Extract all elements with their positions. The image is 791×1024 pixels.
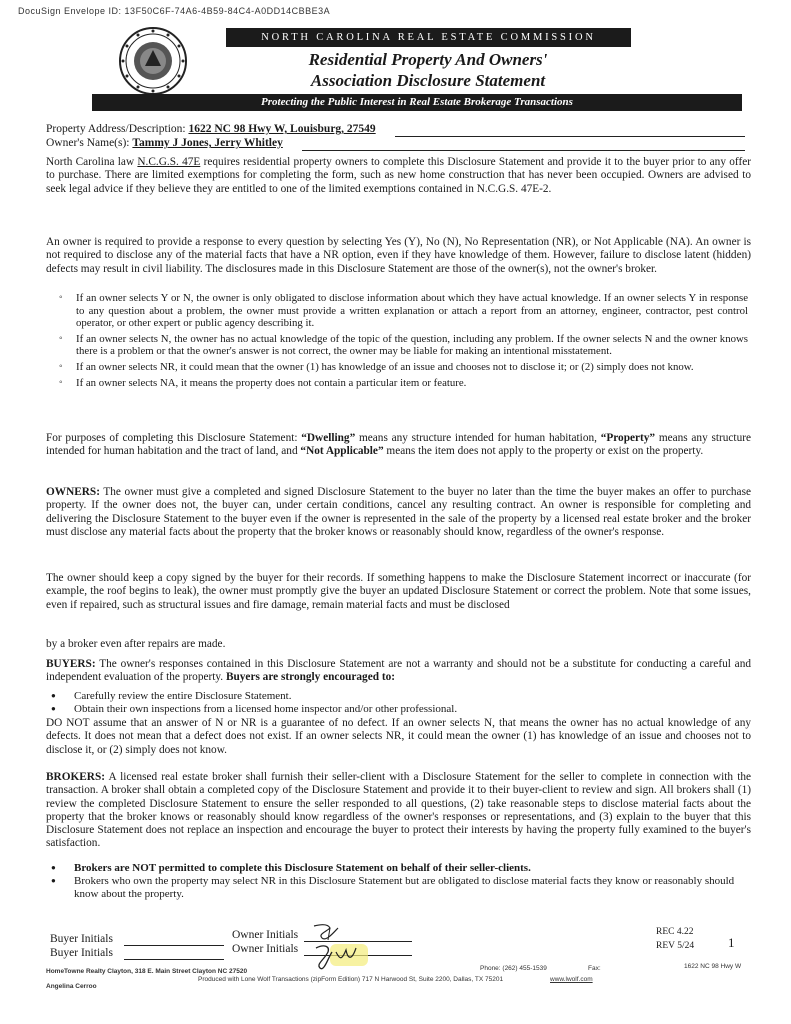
- brokers-heading: BROKERS:: [46, 771, 106, 783]
- intro-paragraph: North Carolina law N.C.G.S. 47E requires residential property owners to complete this Disclosure Statement and provide it to the buyer prior to any offer to purchase. There are limited exemptions for completing the form, such as new home construction that has never been occupied. Owners are advised to seek legal advice if they believe they are entitled to one of the limited exemptions contained in N.C.G.S. 47E-2.: [46, 156, 751, 195]
- buyer-initials-label: Buyer Initials: [50, 933, 113, 945]
- definitions-paragraph: For purposes of completing this Disclosure Statement: “Dwelling” means any structure intended for human habitation, “Property” means any structure intended for human habitation and the tract of land, and “Not Applicable” means the item does not apply to the property or exist on the property.: [46, 432, 751, 458]
- owner-initials-signature-icon: [308, 940, 378, 974]
- tagline-banner: Protecting the Public Interest in Real Estate Brokerage Transactions: [92, 94, 742, 111]
- buyer-actions-list: [64, 690, 750, 716]
- agent-name: Angelina Cerroo: [46, 983, 97, 990]
- buyer-initials-field[interactable]: [124, 959, 224, 960]
- broker-rules-list: [64, 862, 750, 900]
- list-item: ◦ If an owner selects N, the owner has no actual knowledge of the topic of the question, including any problem. If the owner selects N and the owner knows there is a problem or that the owner's answer is not correct, the owner may be liable for making an intentional misstatement.: [76, 333, 748, 358]
- form-revision-date: REV 5/24: [656, 941, 695, 951]
- envelope-id: DocuSign Envelope ID: 13F50C6F-74A6-4B59-84C4-A0DD14CBBE3A: [18, 6, 331, 16]
- broker-phone: Phone: (262) 455-1539: [480, 965, 547, 972]
- owner-names-value: Tammy J Jones, Jerry Whitley: [132, 137, 283, 149]
- buyers-encouraged: Buyers are strongly encouraged to:: [225, 671, 395, 684]
- producer-info: Produced with Lone Wolf Transactions (zipForm Edition) 717 N Harwood St, Suite 2200, Dallas, TX 75201: [198, 976, 504, 983]
- owners-paragraph: OWNERS: The owner must give a completed and signed Disclosure Statement to the buyer no later than the time the buyer makes an offer to purchase property. If the owner does not, the buyer can, under certain conditions, cancel any resulting contract. An owner is responsible for completing and delivering the Disclosure Statement to the buyer even if the owner is represented in the sale of the property by a licensed real estate broker and the broker must disclose any material facts about the property that the broker knows or reasonably should know, regardless of the owner's response.: [46, 486, 751, 538]
- owner-initials-label: Owner Initials: [232, 943, 299, 955]
- buyers-warning-paragraph: DO NOT assume that an answer of N or NR is a guarantee of no defect. If an owner selects N, that means the owner has no actual knowledge of any defects. It does not mean that a defect does not exist. If an owner selects NR, it could mean the owner (1) has knowledge of an issue and chooses not to disclose it, or (2) simply does not know.: [46, 717, 751, 756]
- property-address-row: [46, 123, 376, 135]
- buyer-initials-label: Buyer Initials: [50, 947, 113, 959]
- owners-heading: OWNERS:: [46, 486, 100, 498]
- owners-update-continued: by a broker even after repairs are made.: [46, 638, 226, 650]
- not-applicable-term: “Not Applicable”: [300, 445, 384, 458]
- broker-fax: Fax:: [588, 965, 601, 972]
- commission-seal-icon: [118, 26, 188, 96]
- broker-info: HomeTowne Realty Clayton, 318 E. Main Street Clayton NC 27520: [46, 968, 248, 975]
- producer-website[interactable]: www.lwolf.com: [550, 976, 593, 983]
- owner-rule: [302, 150, 745, 151]
- dwelling-term: “Dwelling”: [301, 432, 356, 444]
- owners-update-paragraph: The owner should keep a copy signed by the buyer for their records. If something happens to make the Disclosure Statement incorrect or inaccurate (for example, the roof begins to leak), the owner must promptly give the buyer an updated Disclosure Statement or correct the problem. Note that some issues, even if repaired, such as structural issues and fire damage, remain material facts and must be disclosed: [46, 572, 751, 611]
- commission-banner: NORTH CAROLINA REAL ESTATE COMMISSION: [226, 28, 631, 47]
- form-title-line2: Association Disclosure Statement: [310, 71, 546, 90]
- form-title-line1: Residential Property And Owners': [308, 50, 548, 69]
- page-number: 1: [728, 935, 735, 950]
- buyer-initials-field[interactable]: [124, 945, 224, 946]
- property-address-label: Property Address/Description:: [46, 123, 186, 135]
- list-item: ◦ If an owner selects Y or N, the owner is only obligated to disclose information about which they have actual knowledge. If an owner selects Y in response to any question about a problem, the owner must provide a written explanation or attach a report from an attorney, engineer, contractor, pest control operator, or other expert or public agency describing it.: [76, 292, 748, 330]
- owner-names-row: [46, 137, 283, 149]
- list-item: ● Carefully review the entire Disclosure Statement.: [64, 690, 750, 703]
- property-address-value: 1622 NC 98 Hwy W, Louisburg, 27549: [188, 123, 376, 135]
- response-paragraph: An owner is required to provide a response to every question by selecting Yes (Y), No (N), No Representation (NR), or Not Applicable (NA). An owner is not required to disclose any of the material facts that have a NR option, even if they have knowledge of them. However, failure to disclose latent (hidden) defects may result in civil liability. The disclosures made in this Disclosure Statement are those of the owner(s), not the owner's broker.: [46, 236, 751, 275]
- property-term: “Property”: [600, 432, 656, 444]
- list-item: ◦ If an owner selects NA, it means the property does not contain a particular item or feature.: [76, 377, 748, 390]
- list-item: ◦ If an owner selects NR, it could mean that the owner (1) has knowledge of an issue and chooses not to disclose it; or (2) simply does not know.: [76, 361, 748, 374]
- list-item: ● Brokers are NOT permitted to complete this Disclosure Statement on behalf of their seller-clients.: [64, 862, 750, 875]
- statute-reference: N.C.G.S. 47E: [137, 156, 201, 168]
- buyers-heading: BUYERS:: [46, 658, 96, 670]
- list-item: ● Obtain their own inspections from a licensed home inspector and/or other professional.: [64, 703, 750, 716]
- footer-property-address: 1622 NC 98 Hwy W: [684, 963, 742, 970]
- response-options-list: [76, 292, 748, 392]
- brokers-paragraph: BROKERS: A licensed real estate broker shall furnish their seller-client with a Disclosure Statement for the seller to complete in connection with the transaction. A broker shall obtain a completed copy of the Disclosure Statement and provide it to their buyer-client to review and sign. All brokers shall (1) review the completed Disclosure Statement to ensure the seller responded to all questions, (2) take reasonable steps to disclose material facts about the property that the broker knows or reasonably should know regardless of the owner's responses or representations, and (3) explain to the buyer that this Disclosure Statement does not replace an inspection and encourage the buyer to protect their interests by having the property fully examined to the buyer's satisfaction.: [46, 771, 751, 850]
- form-revision-code: REC 4.22: [656, 927, 694, 937]
- owner-names-label: Owner's Name(s):: [46, 137, 130, 149]
- address-rule: [395, 136, 745, 137]
- buyers-paragraph: BUYERS: The owner's responses contained in this Disclosure Statement are not a warranty and should not be a substitute for conducting a careful and independent evaluation of the property. Buyers are strongly encouraged to:: [46, 658, 751, 684]
- owner-initials-label: Owner Initials: [232, 929, 299, 941]
- list-item: ● Brokers who own the property may select NR in this Disclosure Statement but are obligated to disclose material facts they know or reasonably should know about the property.: [64, 875, 750, 901]
